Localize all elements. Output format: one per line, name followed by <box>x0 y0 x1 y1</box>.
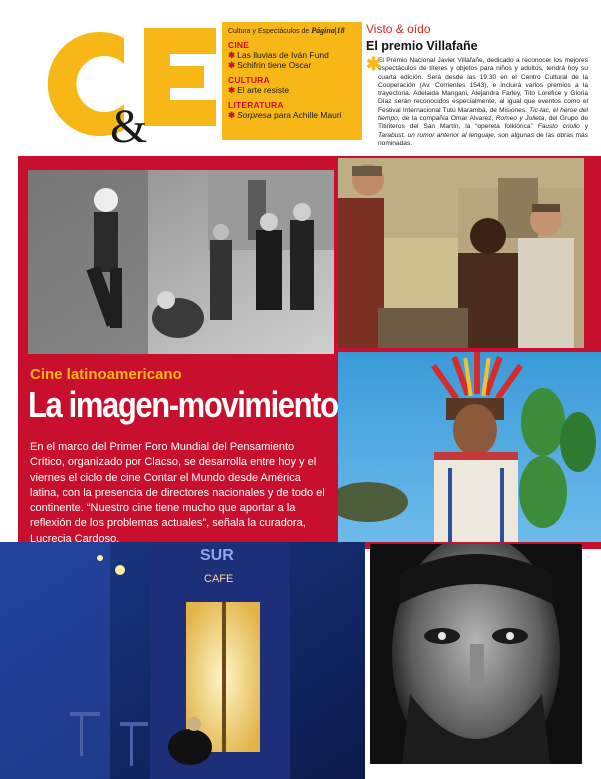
index-item[interactable]: ✱ Sorpresa para Achille Mauri <box>228 110 342 120</box>
column-body: ✱ El Premio Nacional Javier Villafañe, dedicado a reconocer los mejores espectáculos de títeres y objetos para niños y adultos, tendrá hoy su cuarta edición. Será desde las 19.30 en el Centro Cultural de la Cooperación (Av. Corrientes 1543), e incluirá varios premios a la trayectoria. Adelaida Mangani, Alejandra Farley, Tito Lorefice y Gloria Díaz serán reconocidos especialmente, al igual que eventos como el Festival Internacional Tutú Marambá, de Misiones. Tic-tac, el héroe del tiempo, de la compañía Omar Alvarez, Romeo y Julieta, del Grupo de Titiriteros del San Martín, la “opereta folklórica” Fausto criollo y Tarabust, un rumor anterior al lenguaje, son algunas de las obras más nominadas. <box>366 54 589 147</box>
feature-headline: La imagen-movimiento <box>28 384 338 425</box>
cafe-sign: SUR <box>200 547 234 564</box>
cafe-sign-sub: CAFE <box>204 573 234 585</box>
supplement-kicker: Cultura y Espectáculos de Página|18 <box>228 26 345 35</box>
column-tag: Visto & oído <box>366 22 431 36</box>
photo-ceremonial-headdress[interactable] <box>338 352 601 542</box>
index-item[interactable]: ✱ Las lluvias de Iván Fund <box>228 50 329 60</box>
asterisk-icon: ✱ <box>228 60 236 70</box>
asterisk-icon: ✱ <box>228 110 236 120</box>
asterisk-icon: ✱ <box>228 85 236 95</box>
index-section-cultura: CULTURA <box>228 75 270 85</box>
page-header <box>0 0 601 150</box>
index-item[interactable]: ✱ Schifrin tiene Oscar <box>228 60 312 70</box>
photo-soldiers-bw[interactable] <box>28 170 334 354</box>
asterisk-icon: ✱ <box>366 54 382 74</box>
feature-kicker: Cine latinoamericano <box>30 366 182 383</box>
photo-period-drama[interactable] <box>338 158 584 348</box>
visto-oido-column <box>366 22 588 154</box>
photo-night-cafe[interactable] <box>0 542 365 779</box>
ce-logo-graphic <box>26 18 222 148</box>
feature-lead: En el marco del Primer Foro Mundial del Pensamiento Crítico, organizado por Clacso, se desarrolla entre hoy y el viernes el ciclo de cine Contar el Mundo desde América latina, con la presencia de directores nacionales y de todo el continente. “Nuestro cine tiene mucho que aportar a la reflexión de los problemas actuales”, señala la curadora, Lucrecia Cardoso. <box>30 441 325 545</box>
asterisk-icon: ✱ <box>228 50 236 60</box>
photo-portrait-bw[interactable] <box>370 544 582 764</box>
index-section-cine: CINE <box>228 40 250 50</box>
index-item[interactable]: ✱ El arte resiste <box>228 85 290 95</box>
svg-text:&: & <box>110 100 148 148</box>
column-title: El premio Villafañe <box>366 39 478 53</box>
index-section-literatura: LITERATURA <box>228 100 284 110</box>
ce-logo <box>26 18 222 148</box>
section-index <box>222 22 362 140</box>
